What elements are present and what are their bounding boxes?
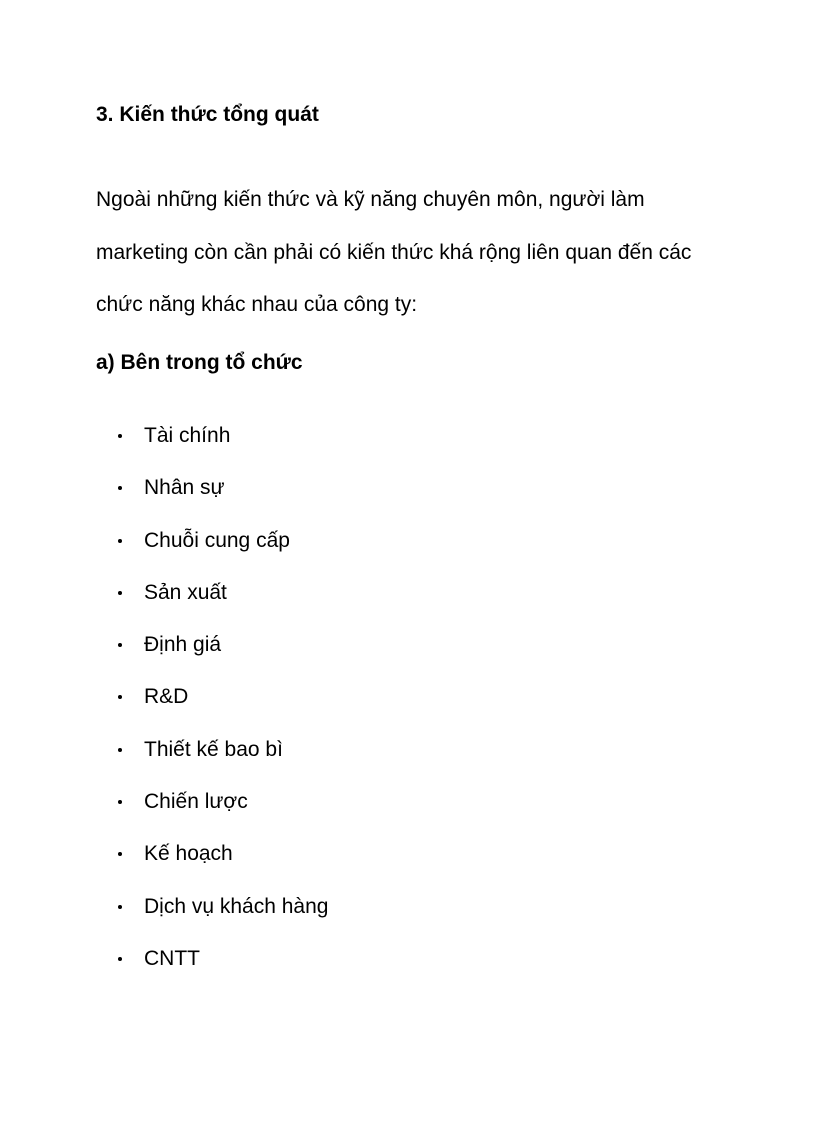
paragraph-line: Ngoài những kiến thức và kỹ năng chuyên môn, người làm bbox=[96, 188, 645, 211]
paragraph-line: chức năng khác nhau của công ty: bbox=[96, 293, 418, 316]
subsection-title: a) Bên trong tổ chức bbox=[96, 351, 303, 374]
list-item-label: Dịch vụ khách hàng bbox=[144, 894, 329, 918]
section-title: 3. Kiến thức tổng quát bbox=[96, 103, 319, 126]
list-item-label: Chiến lược bbox=[144, 790, 248, 814]
list-item-label: Tài chính bbox=[144, 424, 231, 447]
bullet-icon bbox=[118, 539, 122, 543]
bullet-icon bbox=[118, 643, 122, 647]
list-item-label: Sản xuất bbox=[144, 580, 227, 604]
bullet-icon bbox=[118, 486, 122, 490]
bullet-icon bbox=[118, 695, 122, 699]
bullet-icon bbox=[118, 434, 122, 438]
list-item-label: Định giá bbox=[144, 633, 222, 657]
list-item-label: Nhân sự bbox=[144, 476, 225, 500]
list-item-label: Thiết kế bao bì bbox=[144, 737, 283, 761]
bullet-icon bbox=[118, 748, 122, 752]
list-item-label: CNTT bbox=[144, 946, 200, 970]
list-item-label: Kế hoạch bbox=[144, 842, 233, 866]
list-item-label: Chuỗi cung cấp bbox=[144, 528, 290, 552]
bullet-icon bbox=[118, 591, 122, 595]
bullet-icon bbox=[118, 957, 122, 961]
bullet-icon bbox=[118, 905, 122, 909]
bullet-icon bbox=[118, 852, 122, 856]
bullet-icon bbox=[118, 800, 122, 804]
list-item-label: R&D bbox=[144, 685, 189, 709]
paragraph-line: marketing còn cần phải có kiến thức khá rộng liên quan đến các bbox=[96, 240, 692, 264]
intro-paragraph bbox=[96, 174, 691, 332]
